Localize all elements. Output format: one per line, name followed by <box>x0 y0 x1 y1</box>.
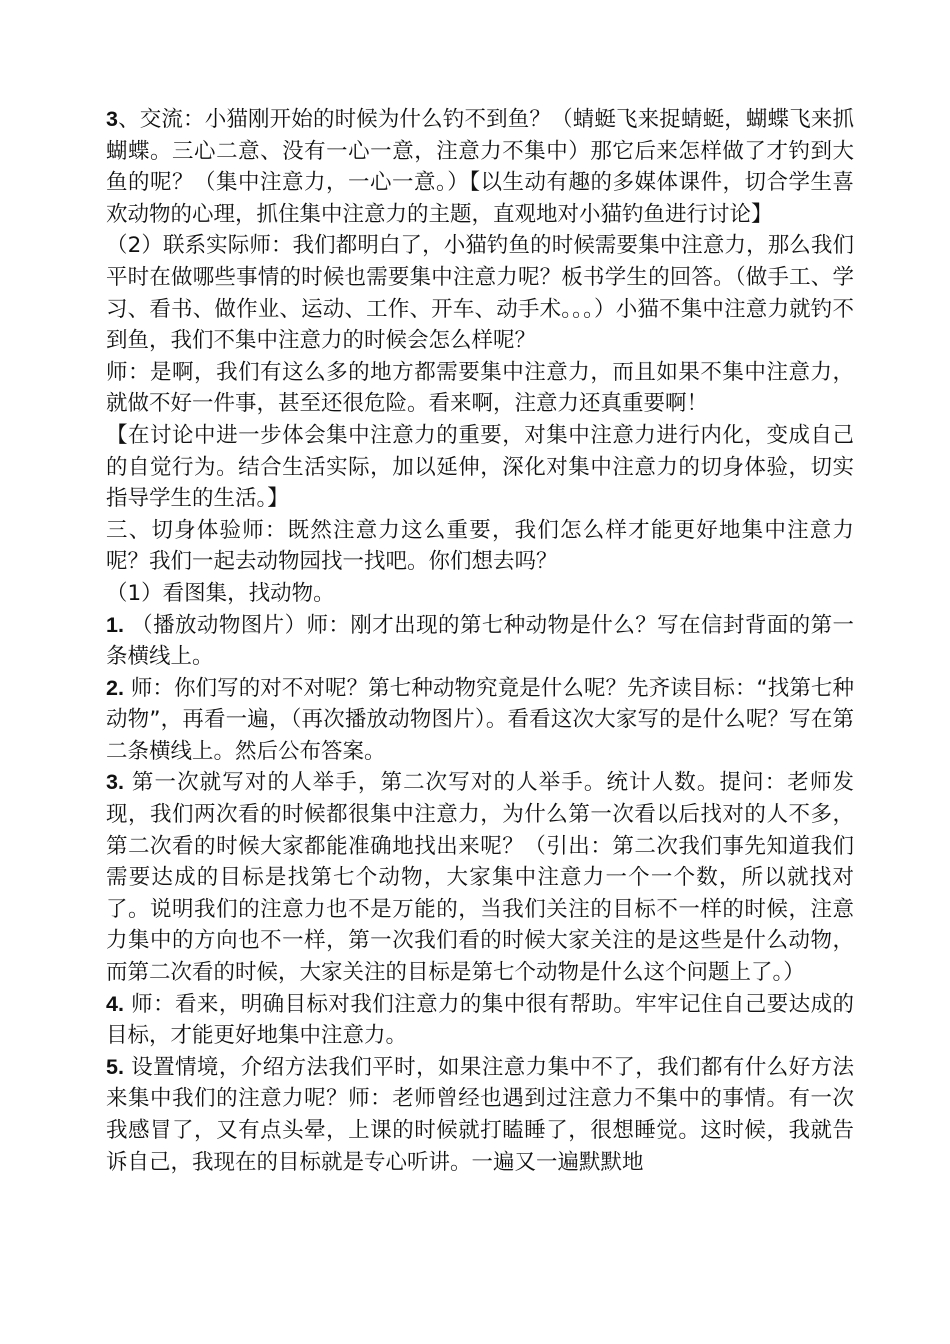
paragraph-text: 师：看来，明确目标对我们注意力的集中很有帮助。牢牢记住自己要达成的目标，才能更好地集中注意力。 <box>106 991 854 1049</box>
paragraph-text: 师：是啊，我们有这么多的地方都需要集中注意力，而且如果不集中注意力，就做不好一件事，甚至还很危险。看来啊，注意力还真重要啊！ <box>106 359 854 417</box>
paragraph-text: 设置情境，介绍方法我们平时，如果注意力集中不了，我们都有什么好方法来集中我们的注意力呢？师：老师曾经也遇到过注意力不集中的事情。有一次我感冒了，又有点头晕，上课的时候就打瞌睡了，很想睡觉。这时候，我就告诉自己，我现在的目标就是专心听讲。一遍又一遍默默地 <box>106 1054 854 1175</box>
paragraph <box>106 989 854 1052</box>
paragraph-text: 、交流：小猫刚开始的时候为什么钓不到鱼？（蜻蜓飞来捉蜻蜓，蝴蝶飞来抓蝴蝶。三心二意、没有一心一意，注意力不集中）那它后来怎样做了才钓到大鱼的呢？（集中注意力，一心一意。）【以生动有趣的多媒体课件，切合学生喜欢动物的心理，抓住集中注意力的主题，直观地对小猫钓鱼进行讨论】 <box>106 107 854 227</box>
item-number: 5. <box>106 1054 124 1079</box>
paragraph-text: 【在讨论中进一步体会集中注意力的重要，对集中注意力进行内化，变成自己的自觉行为。结合生活实际，加以延伸，深化对集中注意力的切身体验，切实指导学生的生活。】 <box>106 422 854 512</box>
paragraph <box>106 420 854 515</box>
paragraph-text: 三、切身体验师：既然注意力这么重要，我们怎么样才能更好地集中注意力呢？我们一起去动物园找一找吧。你们想去吗？ <box>106 517 854 575</box>
item-number: 3. <box>106 770 124 795</box>
item-number: 4. <box>106 991 124 1016</box>
paragraph <box>106 1052 854 1178</box>
paragraph <box>106 673 854 768</box>
item-number: 2. <box>106 675 124 700</box>
paragraph-text: （播放动物图片）师：刚才出现的第七种动物是什么？写在信封背面的第一条横线上。 <box>106 612 854 670</box>
paragraph <box>106 578 854 610</box>
paragraph-text: 师：你们写的对不对呢？第七种动物究竟是什么呢？先齐读目标：“找第七种动物”，再看一遍，（再次播放动物图片）。看看这次大家写的是什么呢？写在第二条横线上。然后公布答案。 <box>106 675 854 764</box>
paragraph-text: 第一次就写对的人举手，第二次写对的人举手。统计人数。提问：老师发现，我们两次看的时候都很集中注意力，为什么第一次看以后找对的人不多，第二次看的时候大家都能准确地找出来呢？（引出：第二次我们事先知道我们需要达成的目标是找第七个动物，大家集中注意力一个一个数，所以就找对了。说明我们的注意力也不是万能的，当我们关注的目标不一样的时候，注意力集中的方向也不一样，第一次我们看的时候大家关注的是这些是什么动物，而第二次看的时候，大家关注的目标是第七个动物是什么这个问题上了。） <box>106 770 854 986</box>
item-number: 3 <box>106 107 118 131</box>
paragraph <box>106 230 854 356</box>
paragraph <box>106 767 854 988</box>
paragraph-text: （2）联系实际师：我们都明白了，小猫钓鱼的时候需要集中注意力，那么我们平时在做哪些事情的时候也需要集中注意力呢？板书学生的回答。（做手工、学习、看书、做作业、运动、工作、开车、动手术。。。）小猫不集中注意力就钓不到鱼，我们不集中注意力的时候会怎么样呢？ <box>106 233 854 354</box>
document-page <box>106 104 854 1178</box>
paragraph <box>106 610 854 673</box>
paragraph <box>106 357 854 420</box>
paragraph-text: （1）看图集，找动物。 <box>106 580 335 606</box>
paragraph <box>106 515 854 578</box>
item-number: 1. <box>106 612 124 637</box>
paragraph <box>106 104 854 230</box>
